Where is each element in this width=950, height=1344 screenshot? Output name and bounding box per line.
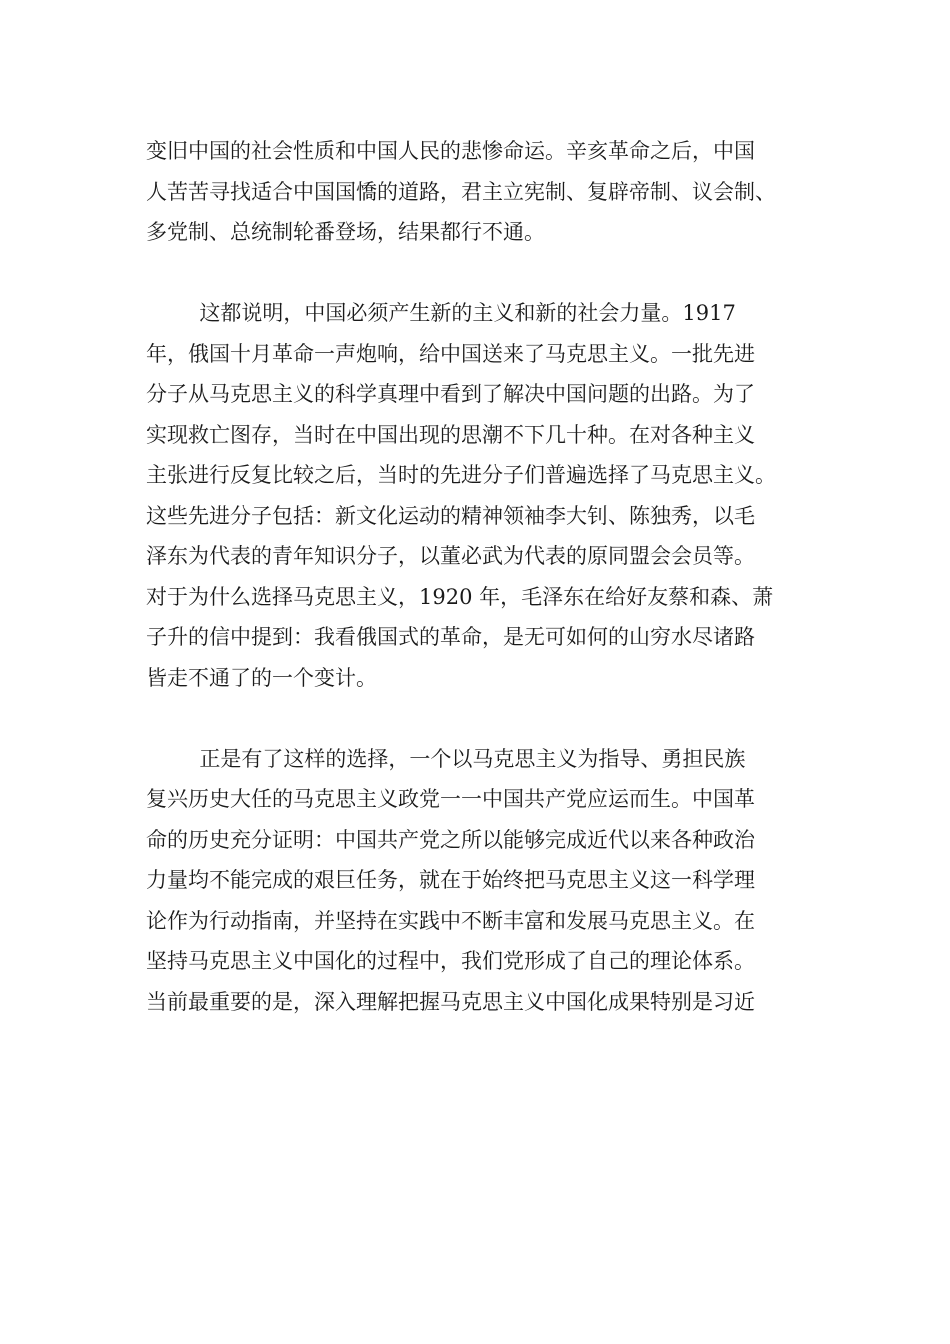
text-line: 正是有了这样的选择，一个以马克思主义为指导、勇担民族 [146, 746, 746, 771]
paragraph-spacing [146, 253, 806, 294]
text-line: 泽东为代表的青年知识分子，以董必武为代表的原同盟会会员等。 [146, 544, 755, 568]
text-line: 命的历史充分证明：中国共产党之所以能够完成近代以来各种政治 [146, 827, 755, 852]
text-line: 实现救亡图存，当时在中国出现的思潮不下几十种。在对各种主义 [146, 422, 755, 447]
text-line: 这些先进分子包括：新文化运动的精神领袖李大钊、陈独秀，以毛 [146, 503, 755, 528]
text-line: 对于为什么选择马克思主义，1920 年，毛泽东在给好友蔡和森、萧 [146, 584, 774, 609]
body-text [146, 131, 806, 1022]
text-line: 皆走不通了的一个变计。 [146, 665, 377, 690]
text-line: 论作为行动指南，并坚持在实践中不断丰富和发展马克思主义。在 [146, 908, 755, 933]
text-line: 多党制、总统制轮番登场，结果都行不通。 [146, 220, 545, 244]
text-line: 子升的信中提到：我看俄国式的革命，是无可如何的山穷水尽诸路 [146, 625, 755, 649]
text-line: 年，俄国十月革命一声炮响，给中国送来了马克思主义。一批先进 [146, 341, 755, 366]
text-line: 当前最重要的是，深入理解把握马克思主义中国化成果特别是习近 [146, 989, 755, 1014]
paragraph-spacing [146, 698, 806, 739]
text-line: 坚持马克思主义中国化的过程中，我们党形成了自己的理论体系。 [146, 949, 755, 973]
paragraph-2 [146, 293, 806, 698]
text-line: 这都说明，中国必须产生新的主义和新的社会力量。1917 [146, 301, 736, 325]
text-line: 分子从马克思主义的科学真理中看到了解决中国问题的出路。为了 [146, 382, 755, 406]
text-line: 人苦苦寻找适合中国国憍的道路，君主立宪制、复辟帝制、议会制、 [146, 179, 776, 204]
text-line: 力量均不能完成的艰巨任务，就在于始终把马克思主义这一科学理 [146, 868, 755, 892]
text-line: 变旧中国的社会性质和中国人民的悲惨命运。辛亥革命之后，中国 [146, 139, 755, 163]
paragraph-1 [146, 131, 806, 253]
paragraph-3 [146, 739, 806, 1023]
text-line: 复兴历史大任的马克思主义政党一一中国共产党应运而生。中国革 [146, 787, 755, 811]
text-line: 主张进行反复比较之后，当时的先进分子们普遍选择了马克思主义。 [146, 463, 776, 487]
